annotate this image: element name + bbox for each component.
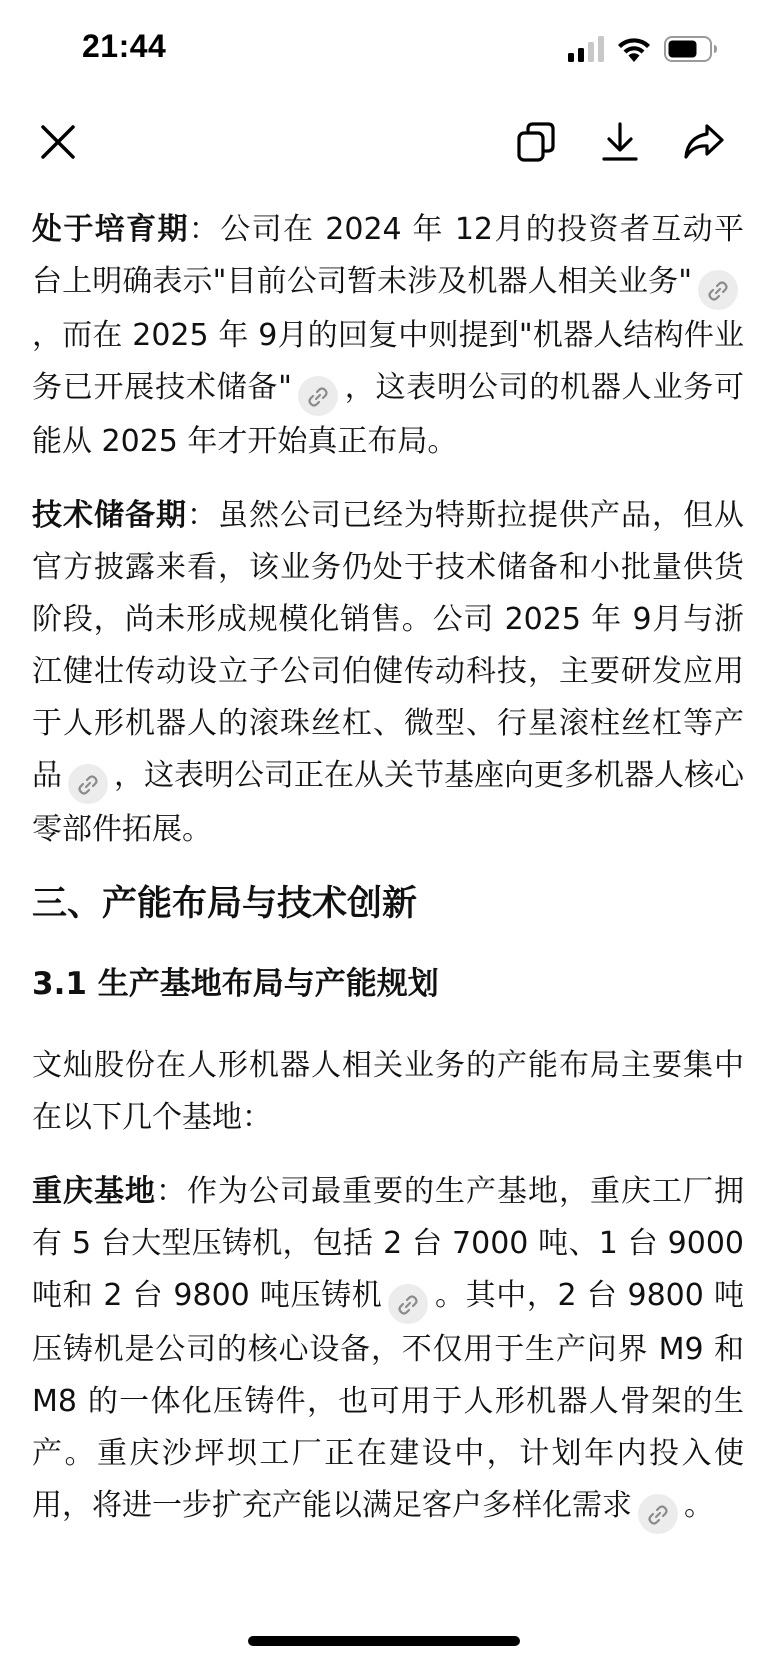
link-icon — [396, 1293, 420, 1317]
subsection-heading: 3.1 生产基地布局与产能规划 — [32, 966, 439, 1002]
link-icon — [306, 385, 330, 409]
copy-button[interactable] — [508, 114, 564, 170]
share-button[interactable] — [676, 114, 732, 170]
copy-icon — [517, 122, 555, 162]
link-icon — [646, 1503, 670, 1527]
close-button[interactable] — [30, 114, 86, 170]
paragraph-text: ：公司在 2024 年 12月的投资者互动平台上明确表示"目前公司暂未涉及机器人相关业务" — [32, 212, 744, 299]
paragraph-heading: 技术储备期 — [32, 498, 187, 533]
download-button[interactable] — [592, 114, 648, 170]
citation-link[interactable] — [638, 1494, 678, 1534]
status-bar — [0, 0, 768, 100]
paragraph-intro: 文灿股份在人形机器人相关业务的产能布局主要集中在以下几个基地： — [32, 1048, 744, 1135]
article-content — [32, 204, 744, 1556]
paragraph-text: ：虽然公司已经为特斯拉提供产品，但从官方披露来看，该业务仍处于技术储备和小批量供货阶段，尚未形成规模化销售。公司 2025 年 9月与浙江健壮传动设立子公司伯健传动科技，主要研发应用于人形机器人的滚珠丝杠、微型、行星滚柱丝杠等产品 — [32, 498, 744, 793]
toolbar — [0, 100, 768, 180]
paragraph-text: 。 — [684, 1488, 714, 1523]
status-icons — [568, 36, 718, 62]
section-heading: 三、产能布局与技术创新 — [32, 884, 418, 924]
status-time: 21:44 — [82, 28, 167, 64]
battery-icon — [664, 36, 718, 62]
download-icon — [601, 122, 639, 162]
close-icon — [40, 124, 76, 160]
citation-link[interactable] — [388, 1284, 428, 1324]
link-icon — [76, 773, 100, 797]
citation-link[interactable] — [698, 270, 738, 310]
paragraph-cultivation — [32, 204, 744, 468]
paragraph-text: ，这表明公司的机器人业务可能从 2025 年才开始真正布局。 — [32, 370, 744, 459]
paragraph-tech-reserve — [32, 490, 744, 856]
paragraph-text: ，而在 2025 年 9月的回复中则提到"机器人结构件业务已开展技术储备" — [32, 318, 744, 405]
paragraph-text: ，这表明公司正在从关节基座向更多机器人核心零部件拓展。 — [32, 758, 744, 847]
paragraph-heading: 重庆基地 — [32, 1174, 156, 1209]
paragraph-heading: 处于培育期 — [32, 212, 189, 247]
wifi-icon — [616, 36, 652, 62]
home-indicator[interactable] — [248, 1636, 520, 1646]
paragraph-text: ：作为公司最重要的生产基地，重庆工厂拥有 5 台大型压铸机，包括 2 台 7000 吨、1 台 9000 吨和 2 台 9800 吨压铸机 — [32, 1174, 744, 1313]
citation-link[interactable] — [298, 376, 338, 416]
cellular-signal-icon — [568, 36, 604, 62]
share-icon — [683, 123, 725, 161]
paragraph-chongqing — [32, 1166, 744, 1534]
citation-link[interactable] — [68, 764, 108, 804]
paragraph-text: 。其中，2 台 9800 吨压铸机是公司的核心设备，不仅用于生产问界 M9 和 M8 的一体化压铸件，也可用于人形机器人骨架的生产。重庆沙坪坝工厂正在建设中，计划年内投入使用，将进一步扩充产能以满足客户多样化需求 — [32, 1278, 744, 1523]
link-icon — [706, 279, 730, 303]
